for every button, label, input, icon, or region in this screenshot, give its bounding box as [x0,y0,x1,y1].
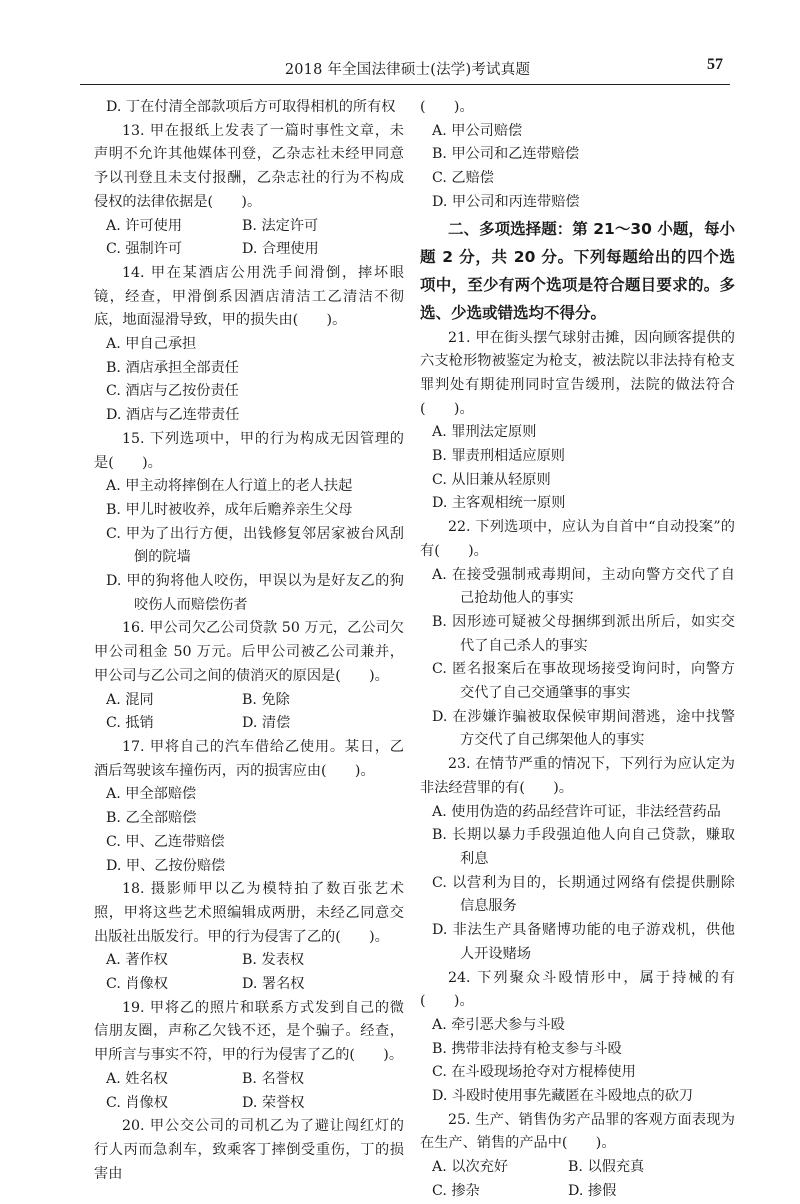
option-18b: B. 发表权 [242,952,305,969]
option-24c: C. 在斗殴现场抢夺对方棍棒使用 [432,1064,636,1081]
option-16c: C. 抵销 [106,715,154,732]
options-13-ab [94,215,404,239]
question-20: 20. 甲公交公司的司机乙为了避让闯红灯的行人丙而急刹车，致乘客丁摔倒受重伤，丁的损害由 [94,1118,404,1182]
question-19: 19. 甲将乙的照片和联系方式发到自己的微信朋友圈，声称乙欠钱不还，是个骗子。经查，甲所言与事实不符，甲的行为侵害了乙的( )。 [94,999,404,1064]
left-column [94,96,404,1186]
option-21d: D. 主客观相统一原则 [432,495,566,512]
question-25: 25. 生产、销售伪劣产品罪的客观方面表现为在生产、销售的产品中( )。 [420,1111,735,1152]
option-21b: B. 罪责刑相适应原则 [432,448,565,465]
option-13b: B. 法定许可 [242,217,319,234]
question-20-continued: ( )。 [420,99,474,115]
page-number: 57 [707,56,723,73]
option-13a: A. 许可使用 [106,217,183,234]
page-header [90,56,725,80]
section-heading-multiple-choice: 二、多项选择题：第 21～30 小题，每小题 2 分，共 20 分。下列每题给出的四个选项中，至少有两个选项是符合题目要求的。多选、少选或错选均不得分。 [420,219,735,322]
option-20a: A. 甲公司赔偿 [432,122,523,139]
option-14a: A. 甲自己承担 [106,336,197,353]
option-19d: D. 荣誉权 [242,1094,305,1111]
header-rule [80,84,730,85]
option-25c: C. 掺杂 [432,1182,480,1199]
option-18d: D. 署名权 [242,976,305,993]
option-16a: A. 混同 [106,691,154,708]
option-25d: D. 掺假 [568,1182,617,1199]
option-18a: A. 著作权 [106,952,168,969]
option-23c: C. 以营利为目的，长期通过网络有偿提供删除信息服务 [432,874,735,915]
options-19-cd [94,1092,404,1116]
option-24a: A. 牵引恶犬参与斗殴 [432,1016,565,1033]
options-13-cd [94,238,404,262]
options-18-cd [94,973,404,997]
option-17a: A. 甲全部赔偿 [106,786,197,803]
question-15: 15. 下列选项中，甲的行为构成无因管理的是( )。 [94,430,404,471]
option-17b: B. 乙全部赔偿 [106,810,197,827]
option-19b: B. 名誉权 [242,1070,305,1087]
options-16-cd [94,712,404,736]
option-21c: C. 从旧兼从轻原则 [432,471,551,488]
option-24d: D. 斗殴时使用事先藏匿在斗殴地点的砍刀 [432,1088,694,1105]
option-15b: B. 甲儿时被收养，成年后赡养亲生父母 [106,501,353,518]
option-20d: D. 甲公司和丙连带赔偿 [432,193,580,210]
option-23b: B. 长期以暴力手段强迫他人向自己贷款，赚取利息 [432,827,735,867]
options-16-ab [94,689,404,713]
question-18: 18. 摄影师甲以乙为模特拍了数百张艺术照，甲将这些艺术照编辑成两册，未经乙同意交出版社出版发行。甲的行为侵害了乙的( )。 [94,881,404,945]
question-23: 23. 在情节严重的情况下，下列行为应认定为非法经营罪的有( )。 [420,756,735,796]
option-22b: B. 因形迹可疑被父母捆绑到派出所后，如实交代了自己杀人的事实 [432,613,735,654]
option-14c: C. 酒店与乙按份责任 [106,383,239,400]
question-17: 17. 甲将自己的汽车借给乙使用。某日，乙酒后驾驶该车撞伤丙，丙的损害应由( )。 [94,738,404,779]
option-25a: A. 以次充好 [432,1159,509,1176]
question-22: 22. 下列选项中，应认为自首中“自动投案”的有( )。 [420,519,735,559]
option-22a: A. 在接受强制戒毒期间，主动向警方交代了自己抢劫他人的事实 [432,566,735,607]
option-19a: A. 姓名权 [106,1070,168,1087]
option-22d: D. 在涉嫌诈骗被取保候审期间潜逃，途中找警方交代了自己绑架他人的事实 [432,708,735,749]
question-24: 24. 下列聚众斗殴情形中，属于持械的有( )。 [420,969,735,1010]
option-14b: B. 酒店承担全部责任 [106,359,239,376]
question-13: 13. 甲在报纸上发表了一篇时事性文章，未声明不允许其他媒体刊登，乙杂志社未经甲同意予以刊登且未支付报酬，乙杂志社的行为不构成侵权的法律依据是( )。 [94,122,404,210]
options-18-ab [94,949,404,973]
option-17d: D. 甲、乙按份赔偿 [106,857,226,874]
option-24b: B. 携带非法持有枪支参与斗殴 [432,1040,622,1057]
option-25b: B. 以假充真 [568,1159,645,1176]
option-12d: D. 丁在付清全部款项后方可取得相机的所有权 [106,99,396,115]
option-18c: C. 肖像权 [106,976,168,993]
header-title: 2018 年全国法律硕士(法学)考试真题 [284,62,531,78]
options-25-cd [420,1180,735,1204]
right-column [420,96,735,1204]
question-14: 14. 甲在某酒店公用洗手间滑倒，摔坏眼镜，经查，甲滑倒系因酒店清洁工乙清洁不彻底，地面湿滑导致，甲的损失由( )。 [94,264,404,329]
option-15a: A. 甲主动将摔倒在人行道上的老人扶起 [106,478,353,495]
option-17c: C. 甲、乙连带赔偿 [106,833,225,850]
option-13c: C. 强制许可 [106,241,183,258]
option-14d: D. 酒店与乙连带责任 [106,407,240,424]
option-23a: A. 使用伪造的药品经营许可证，非法经营药品 [432,803,721,820]
question-21: 21. 甲在街头摆气球射击摊，因向顾客提供的六支枪形物被鉴定为枪支，被法院以非法持有枪支罪判处有期徒刑同时宣告缓刑，法院的做法符合( )。 [420,329,735,417]
option-19c: C. 肖像权 [106,1094,168,1111]
option-23d: D. 非法生产具备赌博功能的电子游戏机，供他人开设赌场 [432,922,735,962]
question-16: 16. 甲公司欠乙公司贷款 50 万元，乙公司欠甲公司租金 50 万元。后甲公司被乙公司兼并，甲公司与乙公司之间的债消灭的原因是( )。 [94,620,404,684]
option-15c: C. 甲为了出行方便，出钱修复邻居家被台风刮倒的院墙 [106,525,404,566]
option-21a: A. 罪刑法定原则 [432,424,537,441]
option-20c: C. 乙赔偿 [432,170,494,187]
option-13d: D. 合理使用 [242,241,319,258]
option-16b: B. 免除 [242,691,290,708]
option-20b: B. 甲公司和乙连带赔偿 [432,146,580,163]
option-16d: D. 清偿 [242,715,291,732]
option-22c: C. 匿名报案后在事故现场接受询问时，向警方交代了自己交通肇事的事实 [432,661,735,702]
options-19-ab [94,1068,404,1092]
option-15d: D. 甲的狗将他人咬伤，甲误以为是好友乙的狗咬伤人而赔偿伤者 [106,573,404,613]
